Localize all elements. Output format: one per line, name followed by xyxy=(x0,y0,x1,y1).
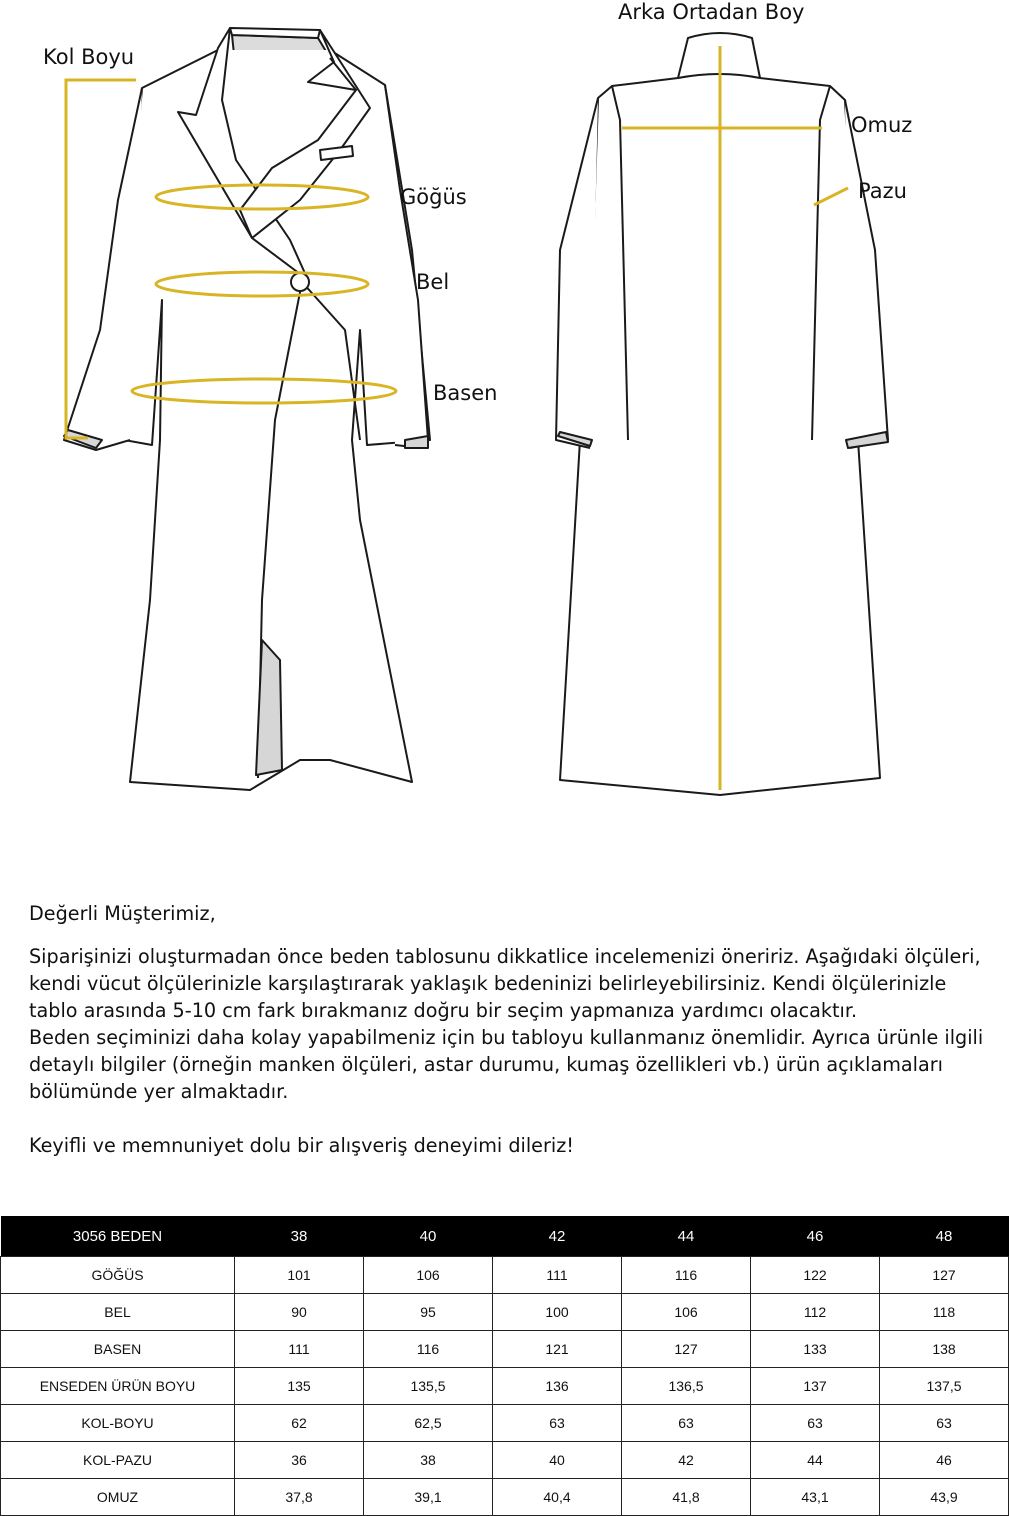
table-cell: 111 xyxy=(493,1257,622,1294)
row-label: KOL-BOYU xyxy=(1,1405,235,1442)
table-cell: 41,8 xyxy=(622,1479,751,1516)
table-cell: 90 xyxy=(235,1294,364,1331)
table-row xyxy=(1,1331,1009,1368)
table-cell: 63 xyxy=(751,1405,880,1442)
table-cell: 63 xyxy=(493,1405,622,1442)
table-cell: 38 xyxy=(364,1442,493,1479)
header-cell: 48 xyxy=(880,1216,1009,1257)
table-header-row xyxy=(1,1216,1009,1257)
row-label: BASEN xyxy=(1,1331,235,1368)
row-label: KOL-PAZU xyxy=(1,1442,235,1479)
table-cell: 136 xyxy=(493,1368,622,1405)
table-cell: 62 xyxy=(235,1405,364,1442)
paragraph-2: Beden seçiminizi daha kolay yapabilmeniz için bu tabloyu kullanmanız önemlidir. Ayrıca ürünle ilgili detaylı bilgiler (örneğin manken ölçüleri, astar durumu, kumaş özellikleri vb.) ürün açıklamaları bölümünde yer almaktadır. xyxy=(29,1026,984,1103)
table-row xyxy=(1,1294,1009,1331)
table-cell: 127 xyxy=(880,1257,1009,1294)
greeting: Değerli Müşterimiz, xyxy=(29,902,216,925)
table-cell: 122 xyxy=(751,1257,880,1294)
label-bel: Bel xyxy=(416,270,450,294)
row-label: BEL xyxy=(1,1294,235,1331)
header-cell: 38 xyxy=(235,1216,364,1257)
table-cell: 127 xyxy=(622,1331,751,1368)
label-omuz: Omuz xyxy=(851,113,913,137)
table-cell: 39,1 xyxy=(364,1479,493,1516)
table-cell: 112 xyxy=(751,1294,880,1331)
table-cell: 37,8 xyxy=(235,1479,364,1516)
label-basen: Basen xyxy=(433,381,498,405)
table-cell: 116 xyxy=(622,1257,751,1294)
table-cell: 63 xyxy=(880,1405,1009,1442)
label-arka-ortadan-boy: Arka Ortadan Boy xyxy=(618,0,805,24)
table-row xyxy=(1,1479,1009,1516)
table-cell: 135 xyxy=(235,1368,364,1405)
table-cell: 138 xyxy=(880,1331,1009,1368)
table-cell: 133 xyxy=(751,1331,880,1368)
table-cell: 42 xyxy=(622,1442,751,1479)
back-coat-drawing xyxy=(556,33,888,795)
table-cell: 137 xyxy=(751,1368,880,1405)
table-cell: 44 xyxy=(751,1442,880,1479)
table-cell: 136,5 xyxy=(622,1368,751,1405)
table-cell: 106 xyxy=(364,1257,493,1294)
row-label: OMUZ xyxy=(1,1479,235,1516)
front-coat-drawing xyxy=(64,28,430,790)
table-cell: 62,5 xyxy=(364,1405,493,1442)
row-label: GÖĞÜS xyxy=(1,1257,235,1294)
table-cell: 135,5 xyxy=(364,1368,493,1405)
table-cell: 63 xyxy=(622,1405,751,1442)
table-cell: 40,4 xyxy=(493,1479,622,1516)
header-cell: 40 xyxy=(364,1216,493,1257)
table-cell: 43,1 xyxy=(751,1479,880,1516)
label-gogus: Göğüs xyxy=(400,185,467,209)
header-cell: 46 xyxy=(751,1216,880,1257)
customer-message xyxy=(29,900,984,1159)
table-cell: 121 xyxy=(493,1331,622,1368)
table-row xyxy=(1,1368,1009,1405)
table-cell: 46 xyxy=(880,1442,1009,1479)
paragraph-1: Siparişinizi oluşturmadan önce beden tablosunu dikkatlice incelemenizi öneririz. Aşağıdaki ölçüleri, kendi vücut ölçülerinizle karşılaştırarak yaklaşık bedeninizi belirleyebilirsiniz. Kendi ölçülerinizle tablo arasında 5-10 cm fark bırakmanız doğru bir seçim yapmanıza yardımcı olacaktır. xyxy=(29,945,981,1022)
label-pazu: Pazu xyxy=(858,179,907,203)
header-cell: 3056 BEDEN xyxy=(1,1216,235,1257)
table-cell: 40 xyxy=(493,1442,622,1479)
row-label: ENSEDEN ÜRÜN BOYU xyxy=(1,1368,235,1405)
table-row xyxy=(1,1442,1009,1479)
size-table xyxy=(0,1216,1009,1516)
table-cell: 116 xyxy=(364,1331,493,1368)
table-cell: 118 xyxy=(880,1294,1009,1331)
closing-line: Keyifli ve memnuniyet dolu bir alışveriş deneyimi dileriz! xyxy=(29,1134,574,1157)
label-kol-boyu: Kol Boyu xyxy=(43,45,135,69)
table-cell: 101 xyxy=(235,1257,364,1294)
table-cell: 36 xyxy=(235,1442,364,1479)
header-cell: 44 xyxy=(622,1216,751,1257)
table-cell: 100 xyxy=(493,1294,622,1331)
table-cell: 137,5 xyxy=(880,1368,1009,1405)
table-cell: 43,9 xyxy=(880,1479,1009,1516)
table-cell: 111 xyxy=(235,1331,364,1368)
table-cell: 95 xyxy=(364,1294,493,1331)
table-cell: 106 xyxy=(622,1294,751,1331)
table-row xyxy=(1,1257,1009,1294)
table-row xyxy=(1,1405,1009,1442)
header-cell: 42 xyxy=(493,1216,622,1257)
